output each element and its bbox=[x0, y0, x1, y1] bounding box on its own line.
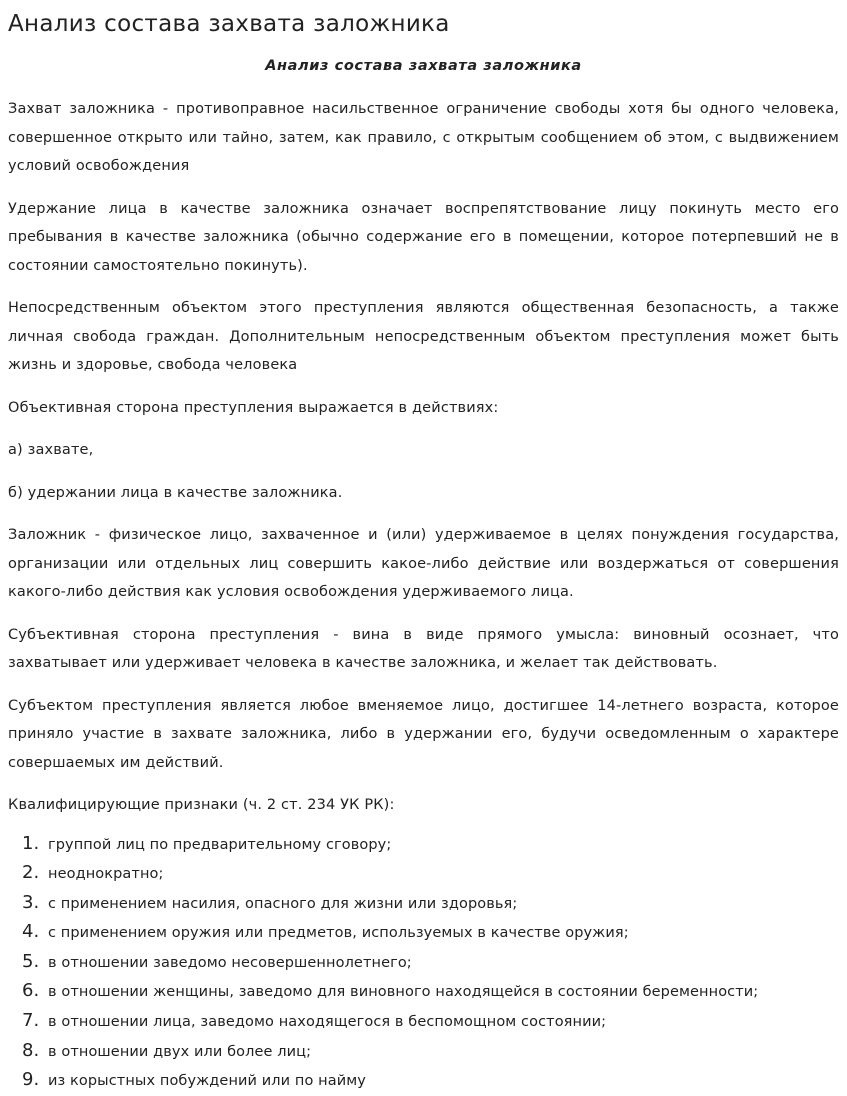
list-item bbox=[22, 918, 839, 948]
list-number: 8. bbox=[22, 1039, 40, 1061]
list-text: с применением оружия или предметов, используемых в качестве оружия; bbox=[48, 925, 629, 942]
list-text: из корыстных побуждений или по найму bbox=[48, 1073, 366, 1090]
list-item bbox=[22, 1007, 839, 1037]
list-item bbox=[22, 859, 839, 889]
paragraph-object: Непосредственным объектом этого преступления являются общественная безопасность, а также личная свобода граждан. Дополнительным непосредственным объектом преступления может быть жизнь и здоровье, свобода человека bbox=[8, 300, 839, 373]
list-text: группой лиц по предварительному сговору; bbox=[48, 836, 392, 853]
paragraph-item-b: б) удержании лица в качестве заложника. bbox=[8, 484, 343, 501]
list-text: в отношении женщины, заведомо для виновного находящейся в состоянии беременности; bbox=[48, 984, 759, 1001]
paragraph-subject: Субъектом преступления является любое вменяемое лицо, достигшее 14-летнего возраста, которое приняло участие в захвате заложника, либо в удержании его, будучи осведомленным о характере совершаемых им действий. bbox=[8, 697, 839, 771]
paragraph-definition: Захват заложника - противоправное насильственное ограничение свободы хотя бы одного человека, совершенное открыто или тайно, затем, как правило, с открытым сообщением об этом, с выдвижением условий освобождения bbox=[8, 101, 839, 174]
list-item bbox=[22, 948, 839, 978]
list-number: 5. bbox=[22, 950, 40, 972]
list-item bbox=[22, 830, 839, 860]
list-number: 6. bbox=[22, 980, 40, 1002]
list-number: 7. bbox=[22, 1010, 40, 1032]
list-text: в отношении двух или более лиц; bbox=[48, 1043, 312, 1060]
list-number: 4. bbox=[22, 921, 40, 943]
list-number: 9. bbox=[22, 1069, 40, 1091]
list-item bbox=[22, 977, 839, 1007]
paragraph-objective-side: Объективная сторона преступления выражается в действиях: bbox=[8, 399, 499, 416]
list-number: 1. bbox=[22, 832, 40, 854]
list-number: 3. bbox=[22, 891, 40, 913]
paragraph-hostage: Заложник - физическое лицо, захваченное и (или) удерживаемое в целях понуждения государства, организации или отдельных лиц совершить какое-либо действие или воздержаться от совершения какого-либо действия как условия освобождения удерживаемого лица. bbox=[8, 527, 839, 600]
paragraph-item-a: а) захвате, bbox=[8, 442, 94, 458]
list-item bbox=[22, 889, 839, 919]
page-title: Анализ состава захвата заложника bbox=[8, 11, 450, 37]
list-text: с применением насилия, опасного для жизни или здоровья; bbox=[48, 895, 518, 912]
list-number: 2. bbox=[22, 862, 40, 884]
paragraph-subjective-side: Субъективная сторона преступления - вина в виде прямого умысла: виновный осознает, что захватывает или удерживает человека в качестве заложника, и желает так действовать. bbox=[8, 626, 839, 671]
paragraph-holding: Удержание лица в качестве заложника означает воспрепятствование лицу покинуть место его пребывания в качестве заложника (обычно содержание его в помещении, которое потерпевший не в состоянии самостоятельно покинуть). bbox=[8, 200, 839, 274]
list-item bbox=[22, 1037, 839, 1067]
list-item bbox=[22, 1066, 839, 1096]
list-text: в отношении заведомо несовершеннолетнего; bbox=[48, 954, 412, 971]
paragraph-qualifying: Квалифицирующие признаки (ч. 2 ст. 234 УК РК): bbox=[8, 797, 395, 813]
qualifying-list bbox=[8, 830, 839, 1096]
list-text: в отношении лица, заведомо находящегося в беспомощном состоянии; bbox=[48, 1014, 607, 1031]
list-text: неоднократно; bbox=[48, 866, 164, 883]
document-heading: Анализ состава захвата заложника bbox=[265, 58, 582, 74]
